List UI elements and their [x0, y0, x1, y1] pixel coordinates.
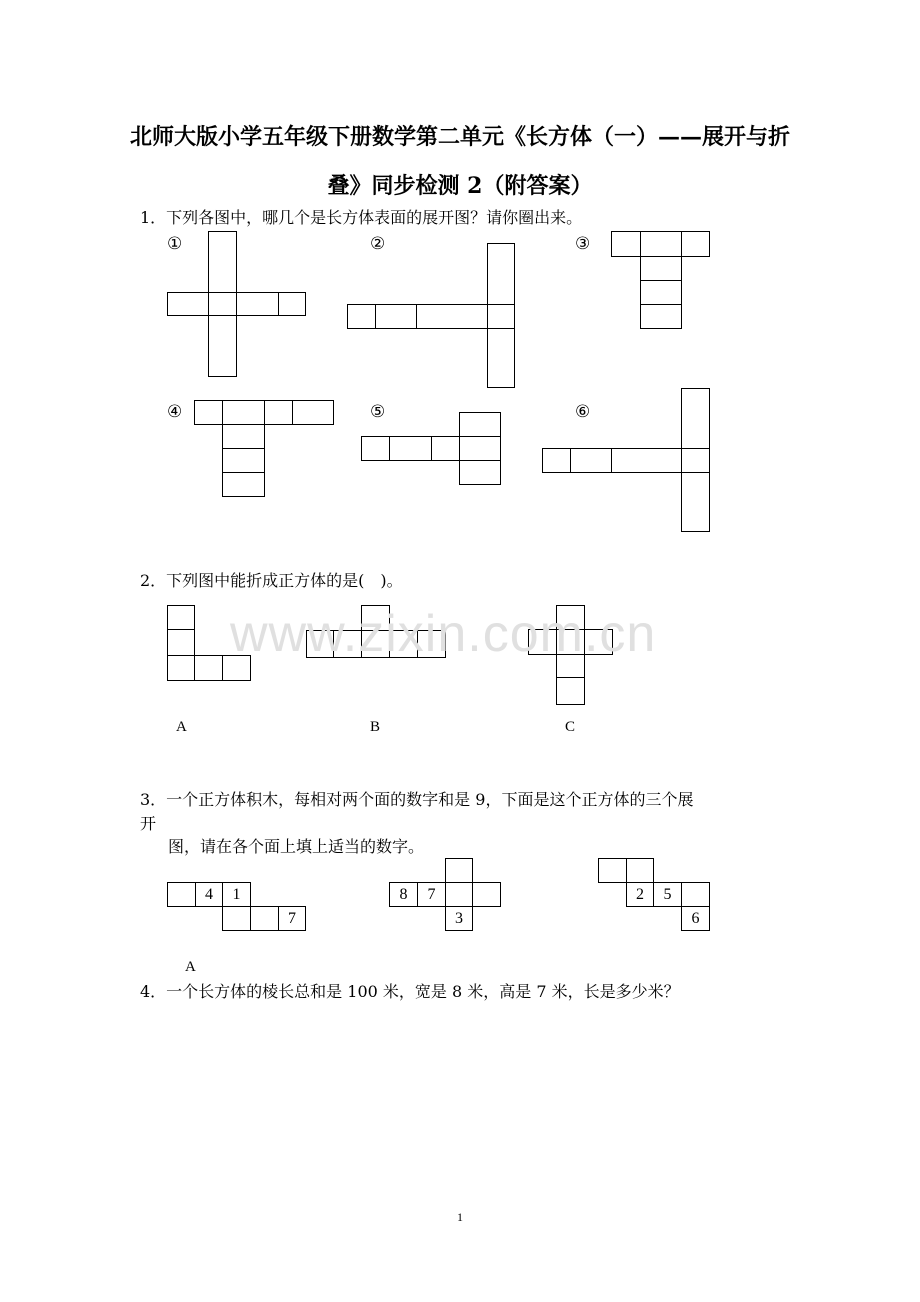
net-face	[361, 605, 390, 631]
net-face	[445, 858, 473, 883]
net-face	[640, 231, 682, 257]
net-face	[459, 460, 501, 485]
net-face-number: 5	[653, 882, 682, 907]
net-face	[208, 292, 237, 316]
net-face	[375, 304, 417, 329]
net-face	[681, 231, 710, 257]
figure-caption-a: A	[185, 959, 196, 975]
net-face-number: 6	[681, 906, 710, 931]
net-face	[236, 292, 279, 316]
option-label-b: B	[370, 719, 381, 735]
option-label-c: C	[565, 719, 576, 735]
net-face	[487, 304, 515, 329]
net-face	[278, 292, 306, 316]
net-face	[598, 858, 627, 883]
net-face	[556, 677, 585, 705]
net-face	[389, 630, 418, 658]
figure-label-6: ⑥	[575, 402, 591, 422]
net-face	[487, 243, 515, 305]
net-face	[681, 882, 710, 907]
net-face	[584, 629, 613, 655]
net-face	[472, 882, 501, 907]
net-face	[681, 472, 710, 532]
net-face	[222, 472, 265, 497]
net-face	[194, 655, 223, 681]
net-face	[306, 630, 334, 658]
net-face-number: 3	[445, 906, 473, 931]
net-face	[361, 630, 390, 658]
figure-label-1: ①	[167, 234, 183, 254]
page-title-line-1: 北师大版小学五年级下册数学第二单元《长方体（一）——展开与折	[129, 124, 790, 150]
question-3-text-line-2: 开	[140, 814, 157, 833]
net-face	[167, 605, 195, 630]
net-face	[208, 315, 237, 377]
question-1-text: 1．下列各图中，哪几个是长方体表面的展开图？请你圈出来。	[140, 208, 583, 227]
net-face-number: 8	[389, 882, 418, 907]
net-face	[264, 400, 293, 425]
net-face	[194, 400, 223, 425]
net-face	[250, 906, 279, 931]
net-face	[626, 858, 654, 883]
net-face	[361, 436, 390, 461]
net-face	[222, 448, 265, 473]
net-face	[611, 448, 682, 473]
net-face	[556, 629, 585, 655]
net-face	[333, 630, 362, 658]
net-face	[640, 304, 682, 329]
page-number: 1	[457, 1210, 463, 1224]
question-2-text: 2．下列图中能折成正方体的是( )。	[140, 571, 403, 590]
net-face	[487, 328, 515, 388]
net-face-number: 7	[417, 882, 446, 907]
net-face	[167, 882, 196, 907]
net-face	[167, 292, 209, 316]
net-face	[681, 448, 710, 473]
page-title-line-2: 叠》同步检测 2（附答案）	[327, 173, 593, 199]
net-face-number: 4	[195, 882, 223, 907]
net-face	[528, 629, 557, 655]
figure-label-2: ②	[370, 234, 386, 254]
net-face	[431, 436, 460, 461]
net-face	[416, 304, 488, 329]
figure-label-4: ④	[167, 402, 183, 422]
net-face	[445, 882, 473, 907]
net-face	[389, 436, 432, 461]
net-face	[542, 448, 571, 473]
net-face	[222, 655, 251, 681]
question-4-text: 4．一个长方体的棱长总和是 100 米，宽是 8 米，高是 7 米，长是多少米？	[140, 982, 680, 1001]
question-3-text-line-3: 图，请在各个面上填上适当的数字。	[168, 837, 425, 856]
figure-label-5: ⑤	[370, 402, 386, 422]
net-face	[459, 436, 501, 461]
net-face-number: 7	[278, 906, 306, 931]
net-face	[640, 280, 682, 305]
option-label-a: A	[176, 719, 187, 735]
net-face	[167, 629, 195, 656]
figure-label-3: ③	[575, 234, 591, 254]
net-face	[222, 906, 251, 931]
net-face	[292, 400, 334, 425]
net-face	[640, 256, 682, 281]
net-face	[681, 388, 710, 449]
net-face-number: 2	[626, 882, 654, 907]
net-face	[222, 400, 265, 425]
watermark: www.zixin.com.cn	[230, 605, 657, 663]
net-face	[556, 605, 585, 630]
net-face	[459, 412, 501, 437]
net-face	[570, 448, 612, 473]
net-face	[417, 630, 446, 658]
net-face	[347, 304, 376, 329]
question-3-text-line-1: 3．一个正方体积木，每相对两个面的数字和是 9，下面是这个正方体的三个展	[140, 790, 694, 809]
net-face	[556, 654, 585, 678]
net-face-number: 1	[222, 882, 251, 907]
net-face	[167, 655, 195, 681]
net-face	[222, 424, 265, 449]
net-face	[208, 231, 237, 293]
net-face	[611, 231, 641, 257]
